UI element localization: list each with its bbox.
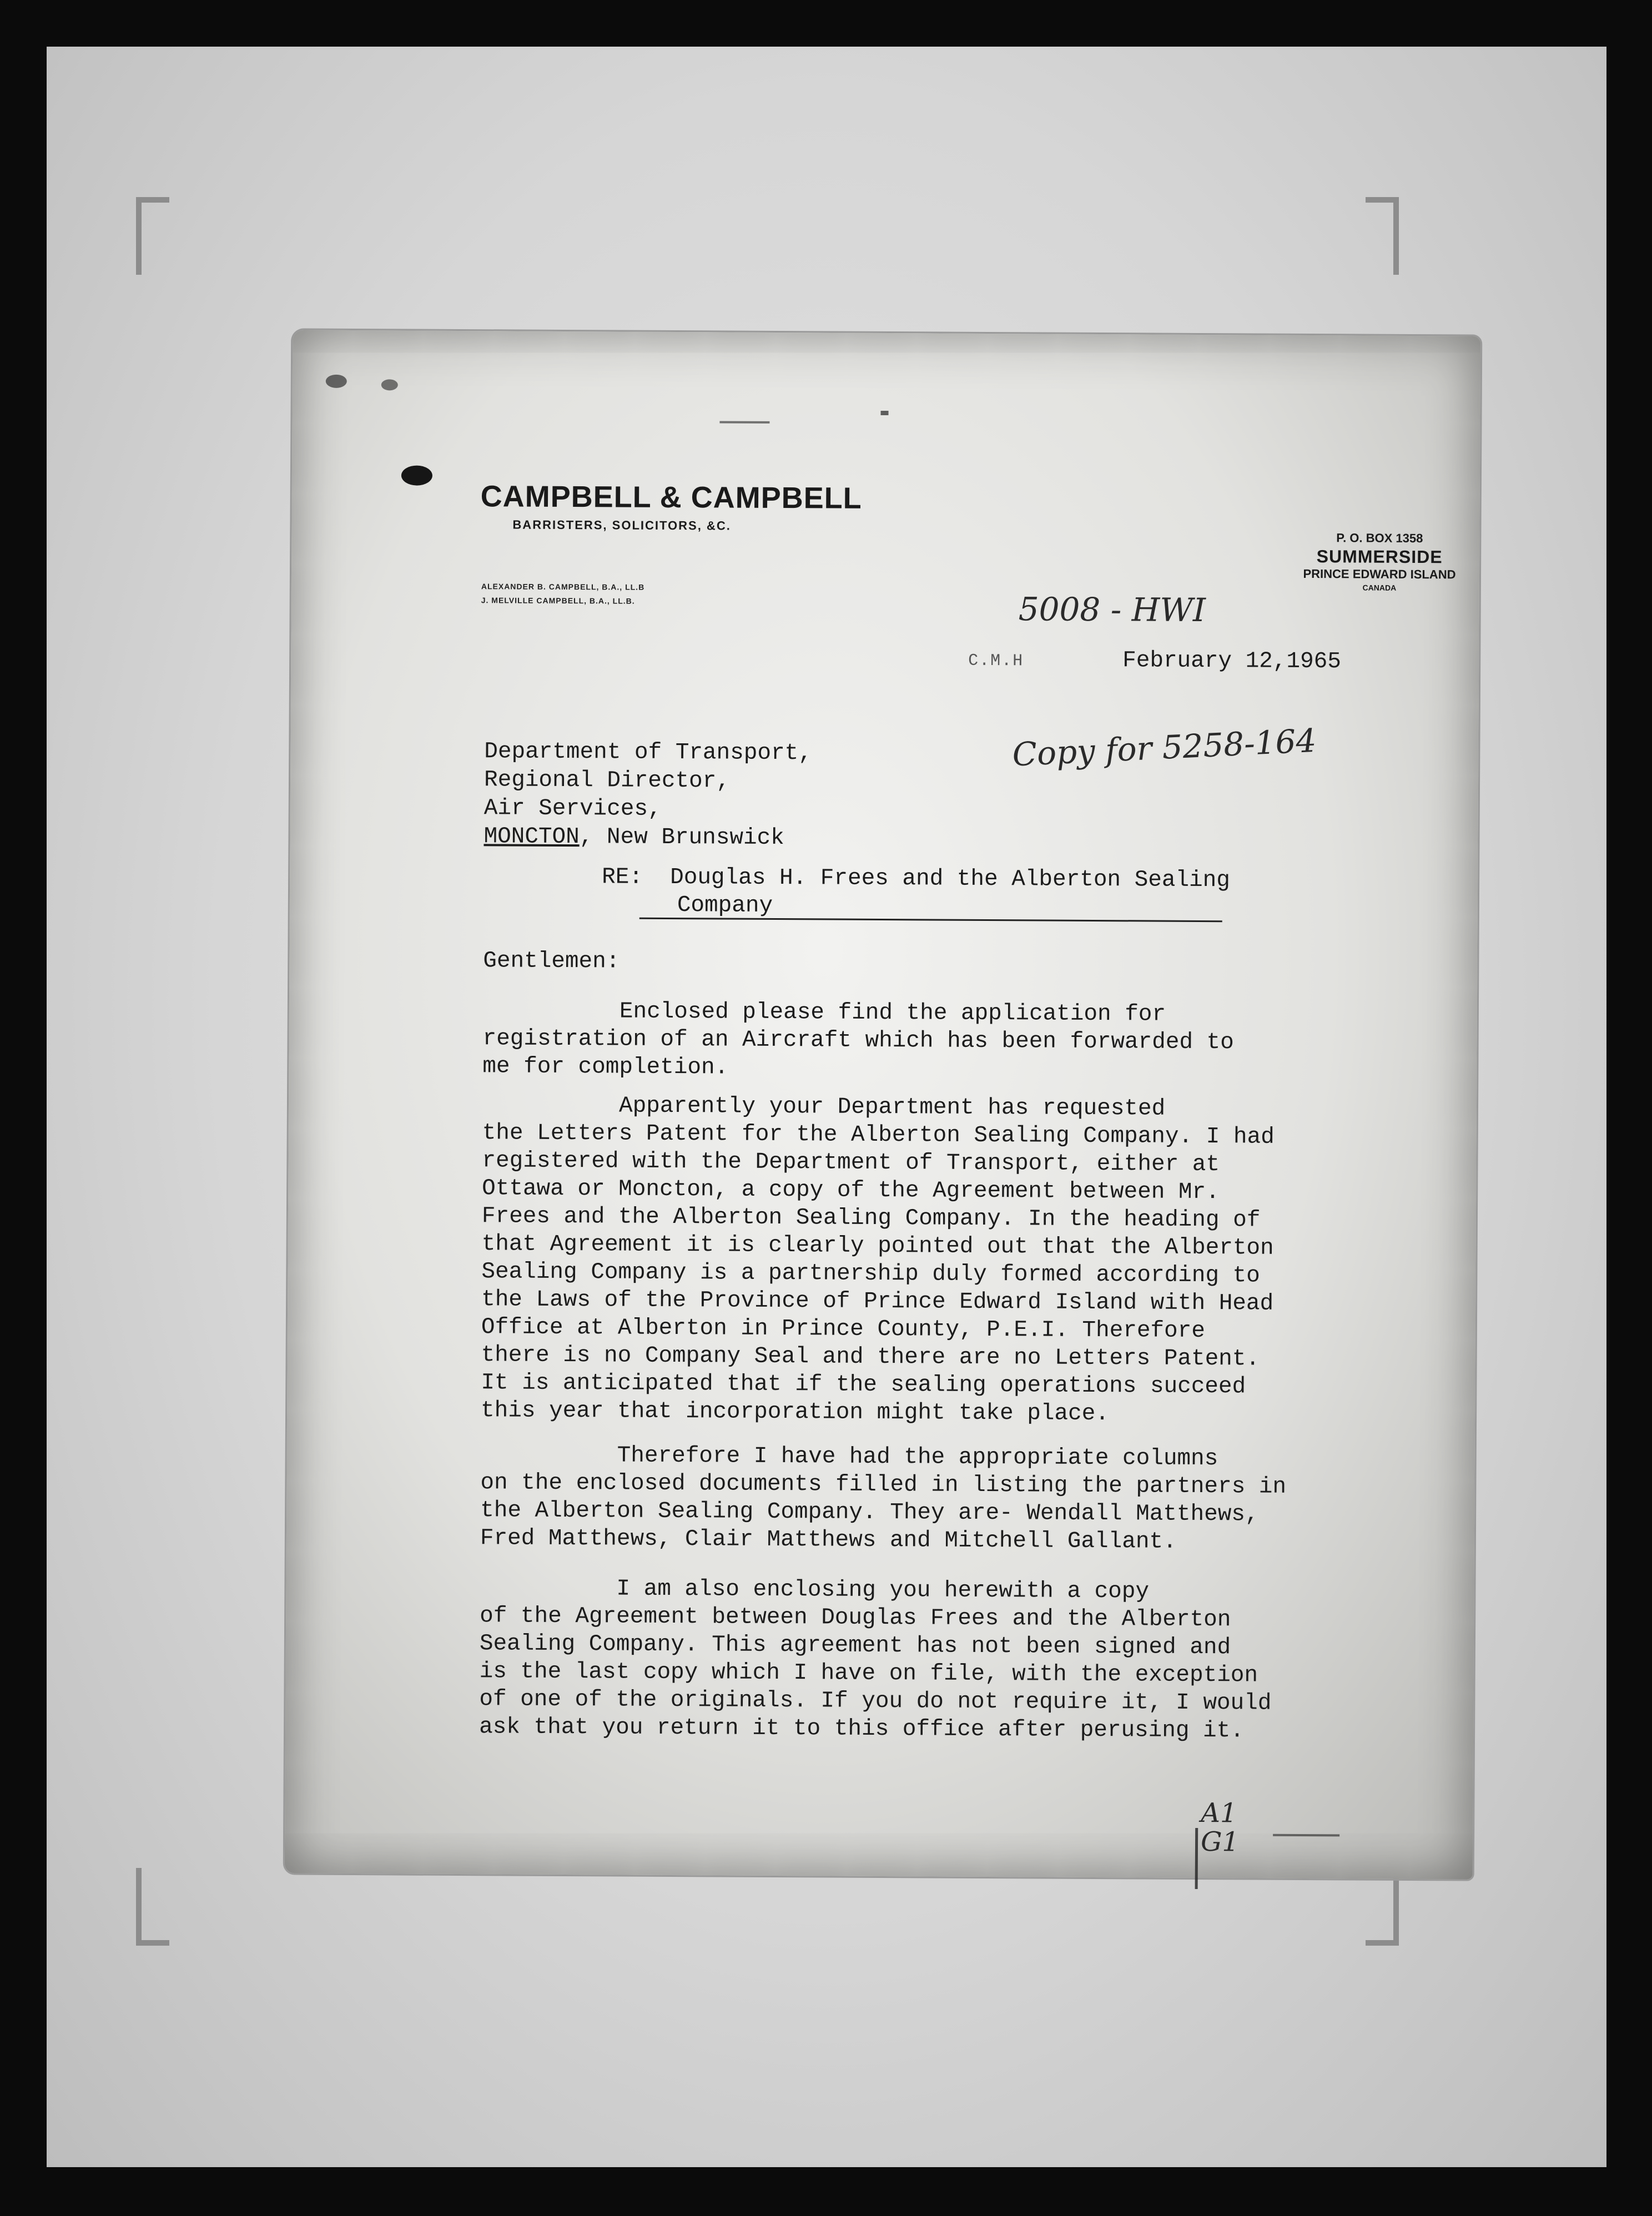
body-line: this year that incorporation might take place. bbox=[480, 1398, 1110, 1427]
province: PRINCE EDWARD ISLAND bbox=[1303, 566, 1456, 582]
body-line: the Alberton Sealing Company. They are- Wendall Matthews, bbox=[480, 1498, 1259, 1528]
handwritten-margin-mark: A1 G1 bbox=[1200, 1797, 1240, 1858]
partner-name: J. MELVILLE CAMPBELL, B.A., LL.B. bbox=[481, 596, 635, 606]
body-line: of the Agreement between Douglas Frees and the Alberton bbox=[480, 1603, 1231, 1633]
body-line: Therefore I have had the appropriate columns bbox=[480, 1442, 1218, 1472]
faint-stamp: C.M.H bbox=[968, 651, 1024, 671]
body-line: registration of an Aircraft which has been forwarded to bbox=[482, 1026, 1234, 1056]
crop-mark-top-left bbox=[136, 197, 169, 275]
body-paragraph-3 bbox=[480, 1441, 1287, 1557]
body-line: I am also enclosing you herewith a copy bbox=[480, 1575, 1150, 1605]
town: SUMMERSIDE bbox=[1316, 546, 1443, 567]
body-line: me for completion. bbox=[482, 1054, 729, 1081]
body-line: the Letters Patent for the Alberton Sealing Company. I had bbox=[482, 1120, 1275, 1150]
ink-blot bbox=[401, 465, 432, 485]
body-line: It is anticipated that if the sealing operations succeed bbox=[481, 1370, 1246, 1400]
body-line: on the enclosed documents filled in listing the partners in bbox=[480, 1470, 1287, 1500]
body-line: Sealing Company. This agreement has not been signed and bbox=[479, 1631, 1231, 1661]
ink-smudge bbox=[326, 375, 347, 388]
body-line: that Agreement it is clearly pointed out that the Alberton bbox=[481, 1231, 1274, 1261]
subject-text: Douglas H. Frees and the Alberton Sealing bbox=[670, 864, 1231, 894]
body-line: of one of the originals. If you do not require it, I would bbox=[479, 1686, 1272, 1716]
margin-bracket bbox=[1195, 1828, 1198, 1889]
stray-mark bbox=[881, 411, 889, 415]
country: CANADA bbox=[1362, 583, 1397, 592]
recipient-province: , New Brunswick bbox=[579, 824, 784, 852]
handwritten-copy-note: Copy for 5258-164 bbox=[1011, 721, 1317, 774]
body-line: Frees and the Alberton Sealing Company. In the heading of bbox=[481, 1203, 1261, 1233]
body-line: Enclosed please find the application for bbox=[482, 998, 1166, 1028]
stray-mark bbox=[719, 421, 769, 423]
inside-address bbox=[483, 738, 812, 853]
subject-first-line bbox=[602, 863, 1230, 894]
recipient-line: Regional Director, bbox=[483, 767, 731, 794]
salutation: Gentlemen: bbox=[483, 948, 620, 975]
ink-smudge bbox=[381, 379, 398, 390]
partner-name: ALEXANDER B. CAMPBELL, B.A., LL.B bbox=[481, 582, 645, 592]
body-line: registered with the Department of Transport, either at bbox=[482, 1148, 1220, 1178]
firm-address bbox=[1285, 530, 1474, 594]
crop-mark-top-right bbox=[1366, 197, 1399, 275]
crop-mark-bottom-left bbox=[136, 1868, 169, 1946]
body-line: Ottawa or Moncton, a copy of the Agreement between Mr. bbox=[482, 1176, 1220, 1206]
body-line: is the last copy which I have on file, with the exception bbox=[479, 1659, 1258, 1689]
body-paragraph-2 bbox=[481, 1091, 1275, 1428]
body-line: Office at Alberton in Prince County, P.E.I. Therefore bbox=[481, 1315, 1206, 1344]
subject-line bbox=[602, 863, 1230, 922]
firm-name: CAMPBELL & CAMPBELL bbox=[480, 480, 862, 515]
body-line: ask that you return it to this office after perusing it. bbox=[479, 1714, 1245, 1744]
body-line: Sealing Company is a partnership duly formed according to bbox=[481, 1259, 1260, 1289]
letter-page bbox=[285, 330, 1481, 1879]
recipient-line: Air Services, bbox=[483, 795, 662, 822]
body-line: Fred Matthews, Clair Matthews and Mitchell Gallant. bbox=[480, 1525, 1177, 1555]
partner-list bbox=[481, 580, 645, 608]
body-line: the Laws of the Province of Prince Edward Island with Head bbox=[481, 1287, 1274, 1317]
firm-subtitle: BARRISTERS, SOLICITORS, &C. bbox=[512, 517, 731, 533]
body-line: Apparently your Department has requested bbox=[482, 1092, 1166, 1122]
crop-mark-bottom-right bbox=[1366, 1868, 1399, 1946]
po-box: P. O. BOX 1358 bbox=[1336, 531, 1423, 546]
recipient-city-line bbox=[483, 823, 812, 853]
margin-bracket bbox=[1273, 1834, 1339, 1837]
body-line: there is no Company Seal and there are no Letters Patent. bbox=[481, 1342, 1260, 1372]
body-paragraph-1 bbox=[482, 997, 1234, 1084]
recipient-line: Department of Transport, bbox=[484, 739, 812, 767]
subject-second-line: Company bbox=[677, 893, 773, 919]
handwritten-file-number: 5008 - HWI bbox=[1018, 590, 1206, 629]
recipient-city: MONCTON bbox=[483, 824, 580, 850]
body-paragraph-4 bbox=[479, 1574, 1272, 1745]
subject-label: RE: bbox=[602, 864, 643, 890]
letter-date: February 12,1965 bbox=[1122, 648, 1341, 675]
